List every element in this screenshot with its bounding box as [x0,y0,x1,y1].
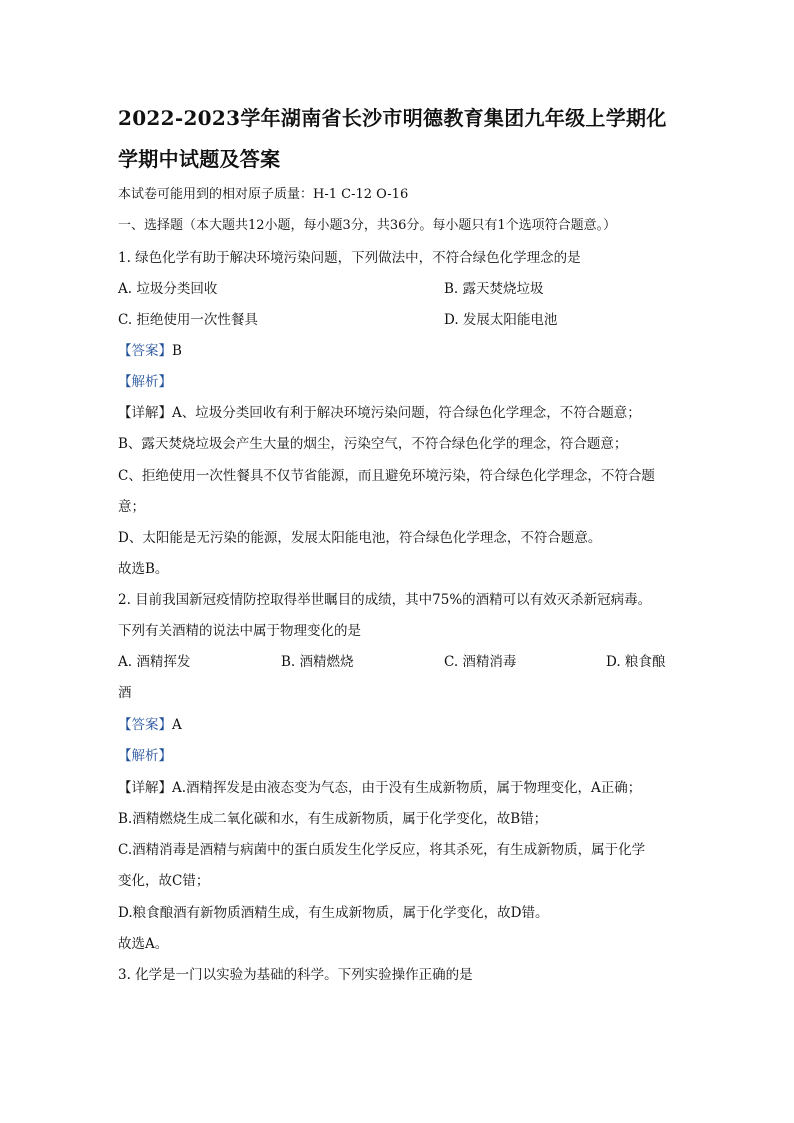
question-2-option-d-continued: 酒 [118,685,132,701]
question-2-detail-a [118,778,641,798]
question-2-stem-line-2: 下列有关酒精的说法中属于物理变化的是 [118,623,361,639]
question-1-conclusion: 故选B。 [118,561,169,577]
answer-value: A [172,717,182,733]
question-2-option-b: B. 酒精燃烧 [281,654,354,670]
detail-tag: 【详解】 [118,405,172,421]
question-1-detail-c-line-1: C、拒绝使用一次性餐具不仅节省能源，而且避免环境污染，符合绿色化学理念，不符合题 [118,468,655,484]
question-2-detail-d: D.粮食酿酒有新物质酒精生成，有生成新物质，属于化学变化，故D错。 [118,905,549,921]
question-1-option-a: A. 垃圾分类回收 [118,281,218,297]
question-2-answer [118,715,182,735]
question-1-answer [118,341,182,361]
answer-tag: 【答案】 [118,717,172,733]
section-heading: 一、选择题（本大题共12小题，每小题3分，共36分。每小题只有1个选项符合题意。） [118,218,617,233]
answer-tag: 【答案】 [118,343,172,359]
question-2-option-d: D. 粮食酿 [606,654,666,670]
question-2-detail-c-line-2: 变化，故C错； [118,873,210,889]
question-2-detail-c-line-1: C.酒精消毒是酒精与病菌中的蛋白质发生化学反应，将其杀死，有生成新物质，属于化学 [118,842,646,858]
question-1-detail-a [118,403,641,423]
question-1-detail-d: D、太阳能是无污染的能源，发展太阳能电池，符合绿色化学理念，不符合题意。 [118,530,602,546]
question-2-conclusion: 故选A。 [118,936,169,952]
document-title-line-1: 2022-2023学年湖南省长沙市明德教育集团九年级上学期化 [118,106,667,130]
question-2-stem-line-1: 2. 目前我国新冠疫情防控取得举世瞩目的成绩，其中75%的酒精可以有效灭杀新冠病毒。 [118,592,652,608]
question-3-stem: 3. 化学是一门以实验为基础的科学。下列实验操作正确的是 [118,967,473,983]
question-1-analysis-tag: 【解析】 [118,374,172,390]
answer-value: B [172,343,182,359]
document-title-line-2: 学期中试题及答案 [118,147,281,171]
detail-text: A、垃圾分类回收有利于解决环境污染问题，符合绿色化学理念，不符合题意； [172,405,641,421]
question-1-option-d: D. 发展太阳能电池 [444,312,558,328]
question-2-analysis-tag: 【解析】 [118,748,172,764]
question-1-stem: 1. 绿色化学有助于解决环境污染问题，下列做法中，不符合绿色化学理念的是 [118,250,581,266]
question-2-option-a: A. 酒精挥发 [118,654,191,670]
detail-tag: 【详解】 [118,780,172,796]
question-1-detail-b: B、露天焚烧垃圾会产生大量的烟尘，污染空气，不符合绿色化学的理念，符合题意； [118,436,628,452]
atomic-mass-note: 本试卷可能用到的相对原子质量：H-1 C-12 O-16 [118,187,409,202]
question-1-detail-c-line-2: 意； [118,499,145,515]
question-1-option-c: C. 拒绝使用一次性餐具 [118,312,258,328]
question-2-option-c: C. 酒精消毒 [444,654,517,670]
question-1-option-b: B. 露天焚烧垃圾 [444,281,544,297]
detail-text: A.酒精挥发是由液态变为气态，由于没有生成新物质，属于物理变化，A正确； [172,780,642,796]
question-2-detail-b: B.酒精燃烧生成二氧化碳和水，有生成新物质，属于化学变化，故B错； [118,811,548,827]
